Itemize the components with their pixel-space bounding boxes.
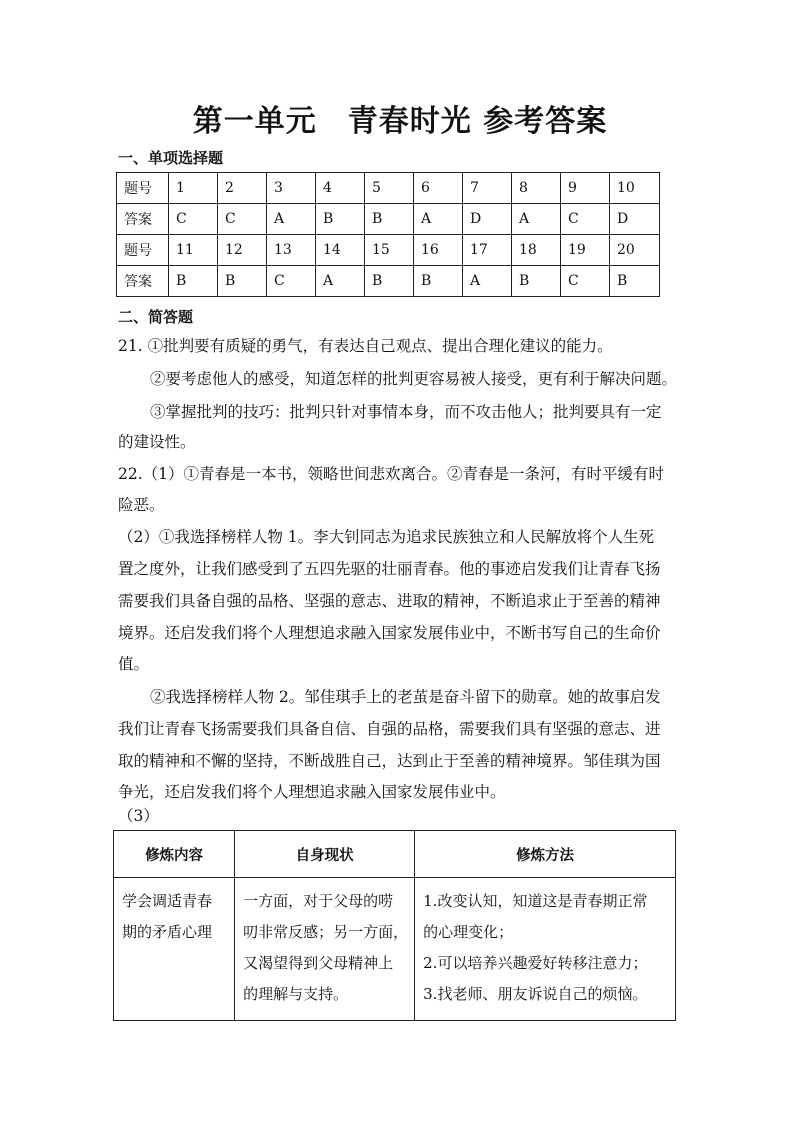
table-cell: B (512, 266, 561, 297)
table-cell: 13 (267, 235, 316, 266)
table-row (114, 878, 676, 1021)
q22-part1-line: 22.（1）①青春是一本书，领略世间悲欢离合。②青春是一条河，有时平缓有时 (118, 465, 665, 483)
table-cell: 6 (414, 173, 463, 204)
q21-line: 的建设性。 (118, 433, 196, 451)
table-cell: 19 (561, 235, 610, 266)
table-cell: 9 (561, 173, 610, 204)
table-cell-content (114, 878, 235, 1021)
table-cell: B (365, 204, 414, 235)
table-cell: 20 (610, 235, 660, 266)
table-cell: 7 (463, 173, 512, 204)
table-header-row (114, 831, 676, 878)
practice-table (113, 830, 676, 1021)
table-cell: 题号 (117, 235, 169, 266)
table-cell: 12 (218, 235, 267, 266)
page-title: 第一单元 青春时光 参考答案 (192, 104, 608, 139)
table-cell: 答案 (117, 204, 169, 235)
table-cell: 11 (169, 235, 218, 266)
table-cell: 17 (463, 235, 512, 266)
table-cell: A (267, 204, 316, 235)
cell-line: 又渴望得到父母精神上 (243, 954, 394, 972)
table-cell: 1 (169, 173, 218, 204)
table-cell: A (463, 266, 512, 297)
column-header: 自身现状 (235, 831, 415, 878)
cell-line: 的理解与支持。 (243, 985, 349, 1003)
q22-part2-line: 置之度外，让我们感受到了五四先驱的壮丽青春。他的事迹启发我们让青春飞扬 (118, 560, 661, 578)
table-cell: B (365, 266, 414, 297)
cell-line: 2.可以培养兴趣爱好转移注意力； (423, 954, 648, 972)
q22-part2-line: 争光，还启发我们将个人理想追求融入国家发展伟业中。 (118, 783, 506, 801)
table-cell: A (512, 204, 561, 235)
cell-line: 一方面，对于父母的唠 (243, 892, 394, 910)
cell-line: 叨非常反感；另一方面， (243, 923, 409, 941)
table-cell: 16 (414, 235, 463, 266)
table-cell: 答案 (117, 266, 169, 297)
cell-line: 1.改变认知，知道这是青春期正常 (423, 892, 648, 910)
table-row (117, 173, 660, 204)
table-cell: B (414, 266, 463, 297)
table-cell: C (169, 204, 218, 235)
table-cell: D (463, 204, 512, 235)
table-cell: 题号 (117, 173, 169, 204)
q21-line: ②要考虑他人的感受，知道怎样的批判更容易被人接受，更有利于解决问题。 (150, 370, 678, 388)
table-cell-status (235, 878, 415, 1021)
table-cell-methods (415, 878, 676, 1021)
q22-part2-line: （2）①我选择榜样人物 1。李大钊同志为追求民族独立和人民解放将个人生死 (118, 528, 655, 546)
q21-line: 21. ①批判要有质疑的勇气，有表达自己观点、提出合理化建议的能力。 (118, 337, 613, 355)
table-cell: 3 (267, 173, 316, 204)
table-cell: B (610, 266, 660, 297)
section-heading-multiple-choice: 一、单项选择题 (118, 149, 224, 167)
table-cell: A (414, 204, 463, 235)
table-cell: 10 (610, 173, 660, 204)
section-heading-short-answer: 二、简答题 (118, 308, 194, 326)
cell-line: 的心理变化； (423, 923, 514, 941)
answer-key-table (116, 172, 660, 297)
column-header: 修炼内容 (114, 831, 235, 878)
cell-line: 学会调适青春 (122, 892, 213, 910)
table-cell: C (218, 204, 267, 235)
table-cell: C (267, 266, 316, 297)
table-row (117, 266, 660, 297)
q22-part2-line: 境界。还启发我们将个人理想追求融入国家发展伟业中，不断书写自己的生命价 (118, 624, 661, 642)
q22-part3-label: （3） (118, 807, 159, 825)
table-cell: D (610, 204, 660, 235)
q22-part2-line: 取的精神和不懈的坚持，不断战胜自己，达到止于至善的精神境界。邹佳琪为国 (118, 752, 661, 770)
table-cell: C (561, 204, 610, 235)
q22-part2-line: ②我选择榜样人物 2。邹佳琪手上的老茧是奋斗留下的勋章。她的故事启发 (150, 688, 661, 706)
q22-part2-line: 需要我们具备自强的品格、坚强的意志、进取的精神，不断追求止于至善的精神 (118, 592, 661, 610)
table-row (117, 204, 660, 235)
cell-line: 3.找老师、朋友诉说自己的烦恼。 (423, 985, 648, 1003)
table-cell: 14 (316, 235, 365, 266)
q22-part2-line: 值。 (118, 655, 150, 673)
table-cell: 4 (316, 173, 365, 204)
table-cell: B (218, 266, 267, 297)
table-cell: 2 (218, 173, 267, 204)
q21-line: ③掌握批判的技巧：批判只针对事情本身，而不攻击他人；批判要具有一定 (150, 403, 662, 421)
table-cell: B (316, 204, 365, 235)
table-row (117, 235, 660, 266)
table-cell: 18 (512, 235, 561, 266)
table-cell: C (561, 266, 610, 297)
table-cell: 8 (512, 173, 561, 204)
table-cell: B (169, 266, 218, 297)
table-cell: 15 (365, 235, 414, 266)
q22-part1-line: 险恶。 (118, 496, 165, 514)
column-header: 修炼方法 (415, 831, 676, 878)
q22-part2-line: 我们让青春飞扬需要我们具备自信、自强的品格，需要我们具有坚强的意志、进 (118, 720, 661, 738)
cell-line: 期的矛盾心理 (122, 923, 213, 941)
table-cell: 5 (365, 173, 414, 204)
table-cell: A (316, 266, 365, 297)
